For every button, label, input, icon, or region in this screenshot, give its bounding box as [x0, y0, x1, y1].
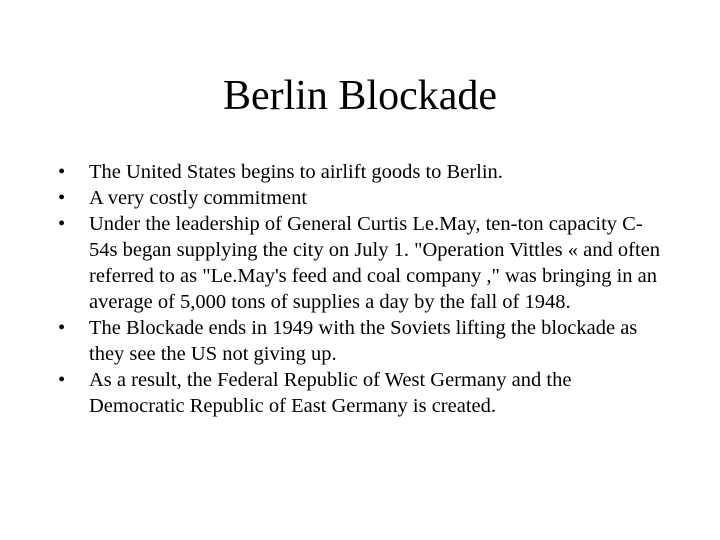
bullet-text: Under the leadership of General Curtis Le.May, ten-ton capacity C-54s began supplying the city on July 1. "Operation Vittles « and often referred to as "Le.May's feed and coal company ," was bringing in an average of 5,000 tons of supplies a day by the fall of 1948. [89, 213, 660, 313]
bullet-point-icon: • [58, 369, 66, 391]
bullet-point-icon: • [58, 213, 66, 235]
bullet-point-icon: • [58, 161, 66, 183]
bullet-item [58, 211, 668, 315]
slide-title: Berlin Blockade [222, 73, 498, 119]
bullet-text: A very costly commitment [89, 187, 308, 209]
bullet-item [58, 367, 668, 419]
bullet-text: As a result, the Federal Republic of West Germany and the Democratic Republic of East Germany is created. [89, 369, 572, 417]
bullet-item [58, 159, 668, 185]
bullet-text: The United States begins to airlift goods to Berlin. [89, 161, 503, 183]
bullet-text: The Blockade ends in 1949 with the Soviets lifting the blockade as they see the US not giving up. [89, 317, 638, 365]
bullet-item [58, 185, 668, 211]
bullet-list [58, 159, 668, 419]
bullet-point-icon: • [58, 187, 66, 209]
bullet-item [58, 315, 668, 367]
bullet-point-icon: • [58, 317, 66, 339]
